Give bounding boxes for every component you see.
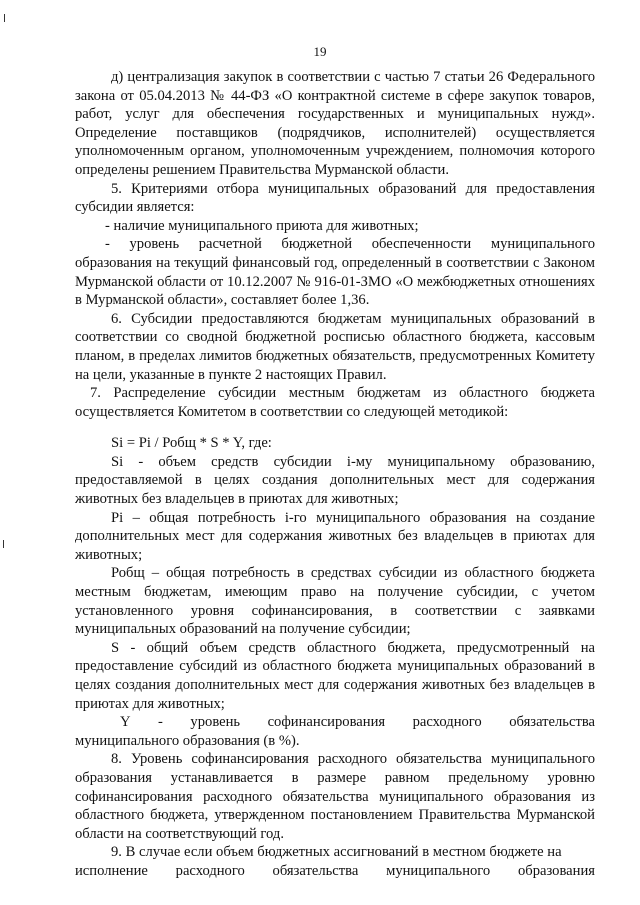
definition-y-rest: муниципального образования (в %). bbox=[75, 732, 300, 749]
paragraph-8: 8. Уровень софинансирования расходного обязательства муниципального образования устанавливается в размере равном предельному уровню софинансирования расходного обязательства муниципального образования из областного бюджета, утвержденном постановлением Правительства Мурманской области на соответствующий год. bbox=[75, 751, 595, 842]
paragraph-5-item-b: - уровень расчетной бюджетной обеспеченности муниципального образования на текущий финансовый год, определенный в соответствии с Законом Мурманской области от 10.12.2007 № 916-01-ЗМО «О межбюджетных отношениях в Мурманской области», составляет более 1,36. bbox=[75, 236, 595, 309]
paragraph-9: 9. В случае если объем бюджетных ассигнований в местном бюджете на bbox=[111, 844, 562, 861]
paragraph-9-word: обязательства bbox=[272, 862, 359, 879]
definition-y-word: - bbox=[158, 714, 163, 731]
page-number: 19 bbox=[313, 44, 327, 59]
paragraph-9-word: исполнение bbox=[75, 862, 148, 879]
definition-s: S - общий объем средств областного бюджета, предусмотренный на предоставление субсидий из областного бюджета муниципальных образований в целях создания дополнительных мест для содержания животных без владельцев в приютах для животных; bbox=[75, 639, 595, 712]
definition-y-word: уровень bbox=[190, 714, 241, 731]
definition-pi: Pi – общая потребность i-го муниципального образования на создание дополнительных мест для содержания животных без владельцев в приютах для животных; bbox=[75, 509, 595, 563]
paragraph-7: 7. Распределение субсидии местным бюджетам из областного бюджета осуществляется Комитетом в соответствии со следующей методикой: bbox=[75, 385, 595, 420]
paragraph-9-word: расходного bbox=[175, 862, 245, 879]
definition-y-word: расходного bbox=[412, 714, 482, 731]
definition-pobsch: Робщ – общая потребность в средствах субсидии из областного бюджета местным бюджетам, имеющим право на получение субсидии, с учетом установленного уровня софинансирования, в соответствии с заявками муниципальных образований на получение субсидии; bbox=[75, 565, 595, 638]
formula: Si = Pi / Робщ * S * Y, где: bbox=[111, 435, 272, 452]
document-body bbox=[75, 68, 595, 881]
definition-si: Si - объем средств субсидии i-му муниципальному образованию, предоставляемой в целях создания дополнительных мест для содержания животных без владельцев в приютах для животных; bbox=[75, 453, 595, 508]
definition-y-word: Y bbox=[120, 714, 131, 731]
paragraph-9-last-line bbox=[75, 862, 595, 881]
paragraph-6: 6. Субсидии предоставляются бюджетам муниципальных образований в соответствии со сводной бюджетной росписью областного бюджета, кассовым планом, в пределах лимитов бюджетных обязательств, предусмотренных Комитету на цели, указанные в пункте 2 настоящих Правил. bbox=[75, 310, 595, 383]
definition-y-word: софинансирования bbox=[267, 714, 386, 731]
scan-mark-top bbox=[4, 14, 5, 22]
definition-y-word: обязательства bbox=[509, 714, 595, 731]
paragraph-9-word: муниципального bbox=[386, 862, 491, 879]
paragraph-5-item-a: - наличие муниципального приюта для животных; bbox=[105, 217, 419, 234]
definition-y-line bbox=[75, 713, 595, 732]
scan-mark-middle bbox=[3, 540, 4, 548]
paragraph-9-word: образования bbox=[518, 862, 595, 879]
paragraph-5: 5. Критериями отбора муниципальных образований для предоставления субсидии является: bbox=[75, 180, 595, 216]
paragraph-d: д) централизация закупок в соответствии с частью 7 статьи 26 Федерального закона от 05.04.2013 № 44-ФЗ «О контрактной системе в сфере закупок товаров, работ, услуг для обеспечения государственных и муниципальных нужд». Определение поставщиков (подрядчиков, исполнителей) осуществляется уполномоченным органом, уполномоченным учреждением, полномочия которого определены решением Правительства Мурманской области. bbox=[75, 69, 595, 178]
